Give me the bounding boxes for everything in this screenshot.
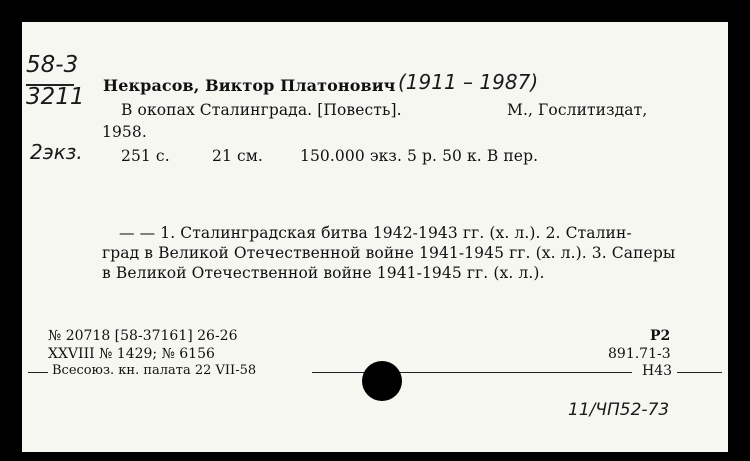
subject-line-3: в Великой Отечественной войне 1941-1945 гг. (х. л.). (102, 264, 545, 282)
subject-line-1: — — 1. Сталинградская битва 1942-1943 гг. (х. л.). 2. Сталин- (119, 224, 632, 242)
registration-number: № 20718 [58-37161] 26-26 (48, 328, 238, 344)
shelfmark-top: 58-3 (26, 52, 79, 78)
book-chamber-stamp: Всесоюз. кн. палата 22 VII-58 (52, 363, 257, 378)
punch-hole (362, 361, 402, 401)
udc-code: 891.71-3 (608, 346, 671, 362)
pages: 251 с. (121, 147, 170, 165)
size: 21 см. (212, 147, 263, 165)
footer-rule-middle (312, 372, 632, 373)
footer-rule-left (28, 372, 48, 373)
copies-note: 2экз. (30, 140, 83, 164)
author-years-handwritten: (1911 – 1987) (398, 70, 539, 94)
author-heading: Некрасов, Виктор Платонович (103, 76, 396, 95)
shelfmark-bottom: 3211 (26, 84, 85, 110)
publication-year: 1958. (102, 123, 147, 141)
series-number: XXVIII № 1429; № 6156 (48, 346, 215, 362)
subject-line-2: град в Великой Отечественной войне 1941-1945 гг. (х. л.). 3. Саперы (102, 244, 676, 262)
bottom-handwritten-note: 11/ЧП52-73 (568, 400, 670, 420)
place-publisher: М., Гослитиздат, (507, 101, 648, 119)
catalog-card (22, 22, 728, 452)
print-run-price: 150.000 экз. 5 р. 50 к. В пер. (300, 147, 539, 165)
code-p: P2 (650, 328, 671, 344)
author-mark: Н43 (642, 363, 673, 379)
title-line: В окопах Сталинграда. [Повесть]. (121, 101, 402, 119)
footer-rule-right (677, 372, 722, 373)
